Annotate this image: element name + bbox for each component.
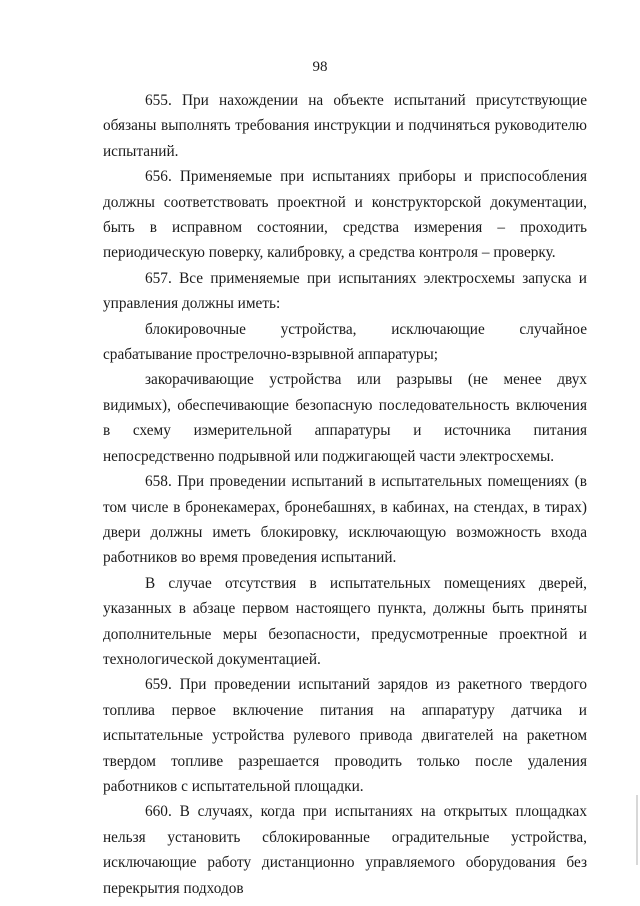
paragraph-657-item-1: блокировочные устройства, исключающие случайное срабатывание прострелочно-взрывной аппаратуры; [103, 320, 587, 364]
paragraph-656: 656. Применяемые при испытаниях приборы и приспособления должны соответствовать проектной и конструкторской документации, быть в исправном состоянии, средства измерения – проходить периодическую поверку, калибровку, а средства контроля – проверку. [103, 168, 587, 262]
scan-edge-mark [636, 795, 638, 865]
paragraph-657-item-2: закорачивающие устройства или разрывы (не менее двух видимых), обеспечивающие безопасную последовательность включения в схему измерительной аппаратуры и источника питания непосредственно подрывной или поджигающей части электросхемы. [103, 371, 587, 465]
paragraph-655: 655. При нахождении на объекте испытаний присутствующие обязаны выполнять требования инструкции и подчиняться руководителю испытаний. [103, 92, 587, 160]
paragraph-660: 660. В случаях, когда при испытаниях на открытых площадках нельзя установить сблокированные оградительные устройства, исключающие работу дистанционно управляемого оборудования без перекрытия подходов [103, 803, 587, 897]
paragraph-658: 658. При проведении испытаний в испытательных помещениях (в том числе в бронекамерах, бронебашнях, в кабинах, на стендах, в тирах) двери должны иметь блокировку, исключающую возможность входа работников во время проведения испытаний. [103, 473, 587, 567]
paragraph-657: 657. Все применяемые при испытаниях электросхемы запуска и управления должны иметь: [103, 269, 587, 313]
document-body [103, 88, 587, 901]
paragraph-659: 659. При проведении испытаний зарядов из ракетного твердого топлива первое включение питания на аппаратуру датчика и испытательные устройства рулевого привода двигателей на ракетном твердом топливе разрешается проводить только после удаления работников с испытательной площадки. [103, 676, 587, 795]
paragraph-658-part-2: В случае отсутствия в испытательных помещениях дверей, указанных в абзаце первом настоящего пункта, должны быть приняты дополнительные меры безопасности, предусмотренные проектной и технологической документацией. [103, 574, 587, 668]
page-number: 98 [312, 59, 328, 75]
